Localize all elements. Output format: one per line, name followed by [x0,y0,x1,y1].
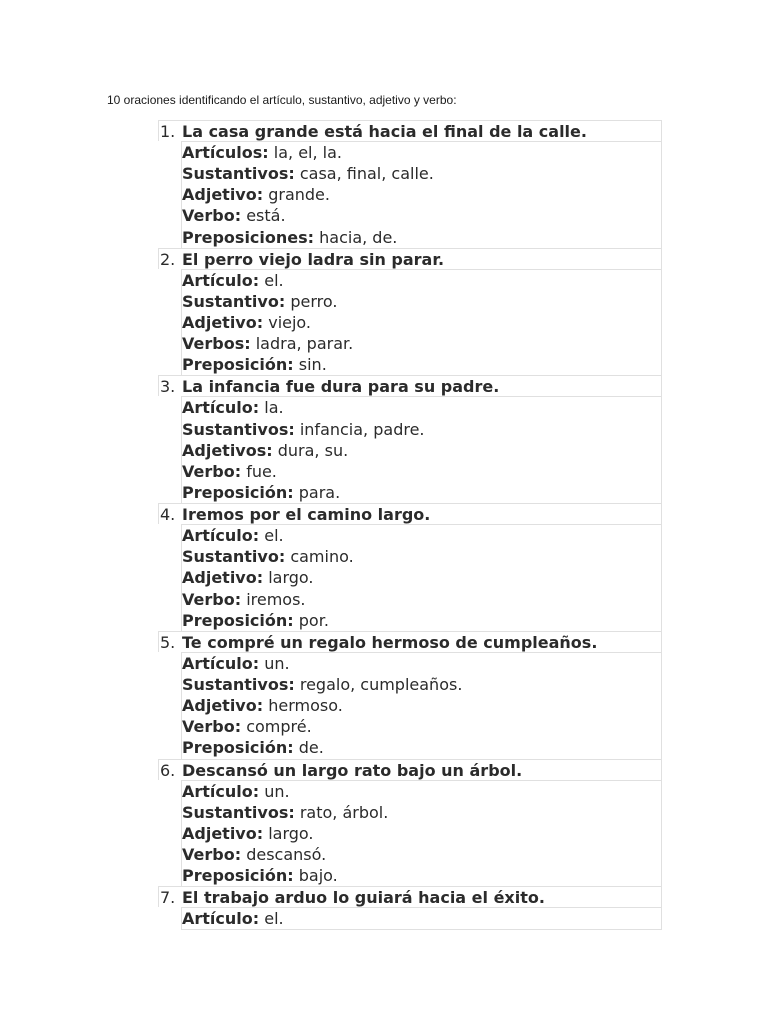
row-label: Sustantivo: [182,547,286,567]
row-value: el. [264,909,284,929]
sentence-number: 5. [160,632,176,652]
row-label: Verbo: [182,589,242,609]
row-label: Sustantivos: [182,164,295,184]
row-label: Artículo: [182,909,260,929]
row-label: Sustantivos: [182,419,295,439]
analysis-row [182,865,661,886]
row-label: Preposición: [182,355,294,375]
analysis-row [182,333,661,354]
analysis-row [182,163,661,184]
row-label: Verbos: [182,334,251,354]
sentence-7 [158,886,662,907]
row-label: Artículos: [182,143,269,162]
row-value: un. [264,781,290,801]
row-label: Adjetivo: [182,696,264,716]
analysis-row [182,567,661,588]
row-label: Preposición: [182,738,294,758]
analysis-row [182,227,661,248]
analysis-row [182,397,661,418]
analysis-row [182,184,661,205]
analysis-row [182,716,661,737]
document-heading: 10 oraciones identificando el artículo, sustantivo, adjetivo y verbo: [107,93,457,107]
sentence-number: 2. [160,249,176,269]
row-value: sin. [298,355,327,375]
row-value: perro. [290,291,338,311]
row-label: Artículo: [182,526,260,546]
sentence-2-analysis [181,269,662,376]
row-label: Verbo: [182,206,242,226]
analysis-row [182,546,661,567]
sentence-4-analysis [181,524,662,631]
analysis-row [182,674,661,695]
sentence-5-analysis [181,652,662,759]
row-label: Adjetivo: [182,568,264,588]
row-value: infancia, padre. [299,419,425,439]
row-label: Sustantivo: [182,291,286,311]
sentence-6-analysis [181,780,662,887]
analysis-row [182,312,661,333]
sentence-1 [158,120,662,141]
analysis-row [182,419,661,440]
row-label: Artículo: [182,781,260,801]
analysis-row [182,291,661,312]
analysis-row [182,653,661,674]
sentence-group-5 [158,631,662,759]
row-value: el. [264,526,284,546]
row-value: viejo. [268,312,312,332]
analysis-row [182,844,661,865]
row-label: Sustantivos: [182,802,295,822]
row-label: Artículo: [182,653,260,673]
row-value: grande. [268,185,330,205]
row-value: casa, final, calle. [299,164,434,184]
row-value: la, el, la. [273,143,342,162]
analysis-row [182,482,661,503]
sentence-5 [158,631,662,652]
row-label: Verbo: [182,717,242,737]
sentence-text: Iremos por el camino largo. [182,505,431,525]
sentence-group-6 [158,759,662,887]
row-value: camino. [290,547,354,567]
row-value: un. [264,653,290,673]
row-label: Preposición: [182,610,294,630]
row-value: hermoso. [268,696,343,716]
row-label: Adjetivos: [182,440,273,460]
row-label: Preposiciones: [182,227,315,247]
analysis-row [182,908,661,929]
row-label: Verbo: [182,844,242,864]
row-label: Adjetivo: [182,185,264,205]
sentence-7-analysis [181,907,662,930]
sentence-number: 1. [160,122,176,141]
sentence-text: El trabajo arduo lo guiará hacia el éxito. [182,888,545,908]
sentence-number: 6. [160,760,176,780]
analysis-row [182,440,661,461]
row-value: hacia, de. [319,227,398,247]
row-value: largo. [268,568,314,588]
row-label: Artículo: [182,398,260,418]
analysis-row [182,823,661,844]
row-label: Artículo: [182,270,260,290]
sentence-group-2 [158,248,662,376]
analysis-row [182,737,661,758]
row-value: iremos. [246,589,306,609]
sentence-3-analysis [181,396,662,503]
row-value: rato, árbol. [299,802,389,822]
row-value: ladra, parar. [255,334,354,354]
row-label: Adjetivo: [182,823,264,843]
sentence-text: Descansó un largo rato bajo un árbol. [182,760,523,780]
sentence-4 [158,503,662,524]
sentence-text: Te compré un regalo hermoso de cumpleaños. [182,632,598,652]
sentence-group-1 [158,120,662,248]
row-value: la. [264,398,284,418]
sentence-group-4 [158,503,662,631]
sentence-text: El perro viejo ladra sin parar. [182,249,445,269]
row-value: compré. [246,717,312,737]
row-label: Adjetivo: [182,312,264,332]
sentence-2 [158,248,662,269]
sentence-3 [158,375,662,396]
sentence-6 [158,759,662,780]
row-value: largo. [268,823,314,843]
analysis-row [182,205,661,226]
row-label: Sustantivos: [182,674,295,694]
analysis-row [182,461,661,482]
sentence-number: 3. [160,377,176,397]
sentence-text: La casa grande está hacia el final de la calle. [182,122,587,141]
sentence-group-7 [158,886,662,930]
row-value: regalo, cumpleaños. [299,674,463,694]
sentence-1-analysis [181,141,662,248]
sentence-group-3 [158,375,662,503]
analysis-row [182,610,661,631]
row-label: Preposición: [182,866,294,886]
row-value: dura, su. [277,440,349,460]
sentence-text: La infancia fue dura para su padre. [182,377,500,397]
sentence-number: 4. [160,505,176,525]
row-value: está. [246,206,286,226]
row-value: el. [264,270,284,290]
row-value: bajo. [298,866,338,886]
analysis-row [182,695,661,716]
analysis-row [182,354,661,375]
sentence-number: 7. [160,888,176,908]
analysis-row [182,781,661,802]
row-label: Verbo: [182,461,242,481]
row-value: para. [298,482,341,502]
row-value: descansó. [246,844,327,864]
row-value: de. [298,738,324,758]
analysis-row [182,802,661,823]
row-label: Preposición: [182,482,294,502]
sentence-list [158,120,662,930]
analysis-row [182,142,661,163]
analysis-row [182,525,661,546]
analysis-row [182,270,661,291]
analysis-row [182,589,661,610]
row-value: por. [298,610,329,630]
row-value: fue. [246,461,277,481]
